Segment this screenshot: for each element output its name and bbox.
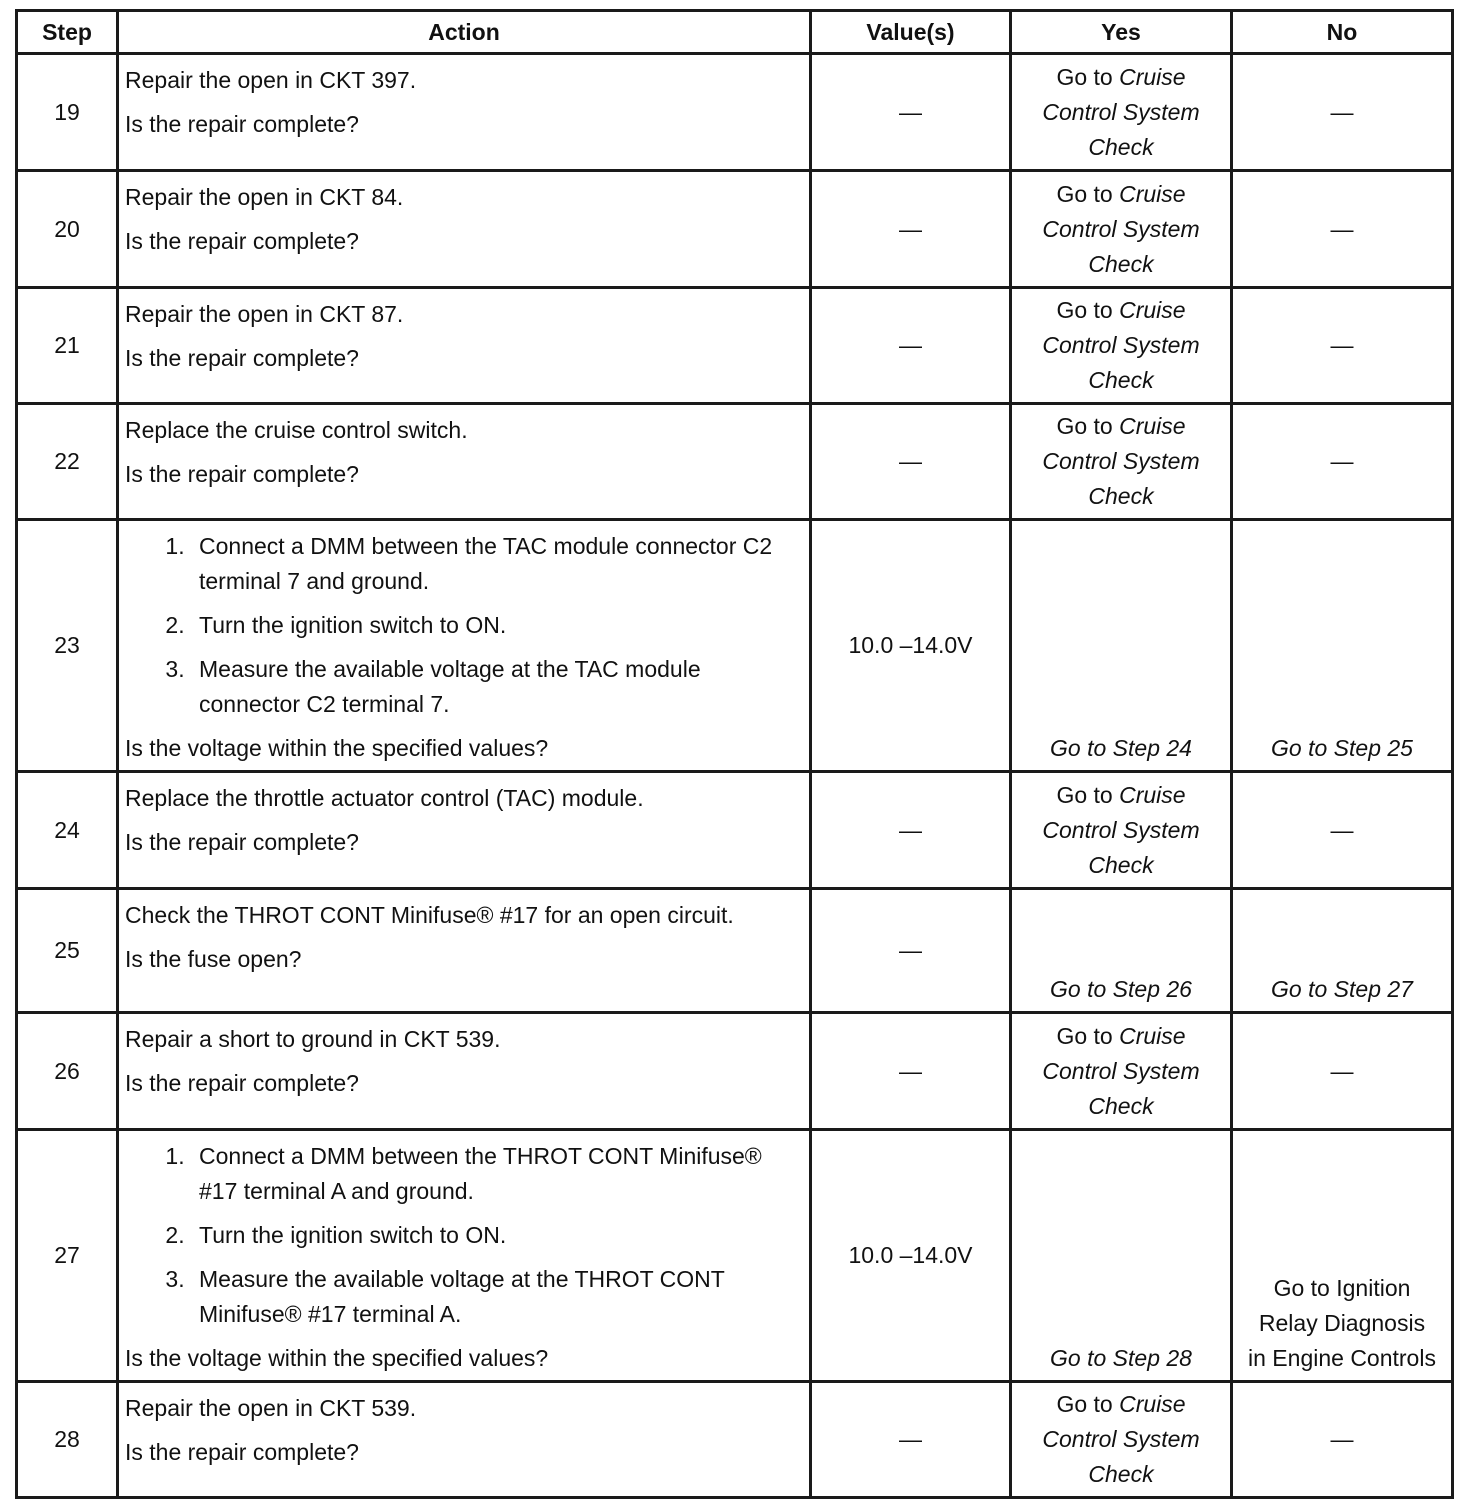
- yes-control-system: Control System: [1042, 332, 1200, 358]
- action-cell: [118, 520, 811, 772]
- yes-check: Check: [1088, 851, 1154, 878]
- yes-check: Check: [1088, 1461, 1154, 1487]
- action-text: Replace the cruise control switch.: [125, 417, 468, 443]
- yes-go-to: Go to: [1056, 297, 1113, 323]
- action-step-item: 3. Measure the available voltage at the TAC module connector C2 terminal 7.: [191, 652, 801, 722]
- yes-cruise: Cruise: [1119, 1022, 1186, 1049]
- yes-cruise: Cruise: [1119, 180, 1186, 207]
- step-number: 19: [17, 54, 118, 171]
- step-number: 28: [17, 1382, 118, 1498]
- yes-cruise: Cruise: [1119, 1391, 1186, 1417]
- table-row: [17, 1382, 1453, 1498]
- no-cell: —: [1232, 1382, 1453, 1498]
- step-number: 22: [17, 404, 118, 520]
- yes-control-system: Control System: [1042, 448, 1200, 474]
- yes-control-system: Control System: [1042, 816, 1200, 843]
- action-question: Is the voltage within the specified values?: [125, 1345, 549, 1371]
- action-cell: [118, 54, 811, 171]
- yes-check: Check: [1088, 367, 1154, 393]
- action-text: Repair a short to ground in CKT 539.: [125, 1026, 501, 1052]
- value-cell: —: [811, 404, 1011, 520]
- table-row: [17, 889, 1453, 1013]
- no-cell: —: [1232, 404, 1453, 520]
- no-cell: Go to Ignition Relay Diagnosis in Engine Controls: [1232, 1130, 1453, 1382]
- step-number: 21: [17, 288, 118, 404]
- yes-cell: [1011, 171, 1232, 288]
- action-cell: [118, 1382, 811, 1498]
- action-step-item: 2. Turn the ignition switch to ON.: [191, 1218, 801, 1253]
- diagnostic-table: [15, 9, 1454, 1499]
- action-text: Repair the open in CKT 539.: [125, 1395, 417, 1421]
- action-step-item: 1. Connect a DMM between the TAC module connector C2 terminal 7 and ground.: [191, 529, 801, 599]
- action-cell: [118, 772, 811, 889]
- action-steps: [125, 1139, 801, 1332]
- yes-cruise: Cruise: [1119, 413, 1186, 439]
- step-number: 27: [17, 1130, 118, 1382]
- yes-go-to: Go to: [1056, 781, 1113, 808]
- yes-cell: [1011, 1013, 1232, 1130]
- action-text: Replace the throttle actuator control (TAC) module.: [125, 785, 644, 811]
- no-cell: Go to Step 25: [1232, 520, 1453, 772]
- value-cell: 10.0 –14.0V: [811, 1130, 1011, 1382]
- no-cell: —: [1232, 54, 1453, 171]
- yes-cell: Go to Step 28: [1011, 1130, 1232, 1382]
- action-text: Repair the open in CKT 87.: [125, 301, 404, 327]
- table-row: [17, 404, 1453, 520]
- yes-control-system: Control System: [1042, 1057, 1200, 1084]
- yes-control-system: Control System: [1042, 1426, 1200, 1452]
- table-row: [17, 772, 1453, 889]
- action-step-item: 1. Connect a DMM between the THROT CONT Minifuse® #17 terminal A and ground.: [191, 1139, 801, 1209]
- table-row: [17, 288, 1453, 404]
- action-question: Is the repair complete?: [125, 228, 359, 254]
- no-cell: —: [1232, 171, 1453, 288]
- yes-check: Check: [1088, 133, 1154, 160]
- header-no: No: [1232, 11, 1453, 54]
- yes-cell: Go to Step 24: [1011, 520, 1232, 772]
- action-question: Is the repair complete?: [125, 1439, 359, 1465]
- action-text: Repair the open in CKT 84.: [125, 184, 404, 210]
- header-row: [17, 11, 1453, 54]
- yes-control-system: Control System: [1042, 215, 1200, 242]
- no-cell: Go to Step 27: [1232, 889, 1453, 1013]
- yes-check: Check: [1088, 1092, 1154, 1119]
- yes-go-to: Go to: [1056, 1391, 1113, 1417]
- table-row: [17, 171, 1453, 288]
- value-cell: —: [811, 171, 1011, 288]
- yes-check: Check: [1088, 483, 1154, 509]
- yes-go-to: Go to: [1056, 180, 1113, 207]
- value-cell: —: [811, 288, 1011, 404]
- action-text: Repair the open in CKT 397.: [125, 67, 417, 93]
- value-cell: —: [811, 1013, 1011, 1130]
- yes-cell: [1011, 404, 1232, 520]
- yes-go-to: Go to: [1056, 1022, 1113, 1049]
- no-cell: —: [1232, 288, 1453, 404]
- action-question: Is the fuse open?: [125, 946, 302, 972]
- step-number: 26: [17, 1013, 118, 1130]
- action-question: Is the repair complete?: [125, 1070, 359, 1096]
- header-yes: Yes: [1011, 11, 1232, 54]
- step-number: 25: [17, 889, 118, 1013]
- value-cell: —: [811, 889, 1011, 1013]
- table-row: [17, 1013, 1453, 1130]
- action-question: Is the voltage within the specified values?: [125, 735, 549, 761]
- yes-cell: [1011, 288, 1232, 404]
- action-cell: [118, 1130, 811, 1382]
- action-cell: [118, 889, 811, 1013]
- action-step-item: 2. Turn the ignition switch to ON.: [191, 608, 801, 643]
- yes-cruise: Cruise: [1119, 63, 1186, 90]
- action-text: Check the THROT CONT Minifuse® #17 for an open circuit.: [125, 902, 734, 928]
- action-cell: [118, 171, 811, 288]
- action-question: Is the repair complete?: [125, 345, 359, 371]
- table-row: [17, 54, 1453, 171]
- no-cell: —: [1232, 1013, 1453, 1130]
- step-number: 20: [17, 171, 118, 288]
- action-cell: [118, 288, 811, 404]
- value-cell: —: [811, 54, 1011, 171]
- action-question: Is the repair complete?: [125, 111, 359, 137]
- action-step-item: 3. Measure the available voltage at the THROT CONT Minifuse® #17 terminal A.: [191, 1262, 801, 1332]
- yes-cell: [1011, 54, 1232, 171]
- yes-cell: [1011, 772, 1232, 889]
- header-step: Step: [17, 11, 118, 54]
- action-question: Is the repair complete?: [125, 829, 359, 855]
- value-cell: —: [811, 1382, 1011, 1498]
- yes-cruise: Cruise: [1119, 781, 1186, 808]
- action-cell: [118, 1013, 811, 1130]
- yes-cell: [1011, 1382, 1232, 1498]
- table-row: [17, 520, 1453, 772]
- yes-control-system: Control System: [1042, 98, 1200, 125]
- header-action: Action: [118, 11, 811, 54]
- yes-go-to: Go to: [1056, 413, 1113, 439]
- action-question: Is the repair complete?: [125, 461, 359, 487]
- action-steps: [125, 529, 801, 722]
- header-values: Value(s): [811, 11, 1011, 54]
- step-number: 24: [17, 772, 118, 889]
- yes-go-to: Go to: [1056, 63, 1113, 90]
- value-cell: —: [811, 772, 1011, 889]
- yes-cell: Go to Step 26: [1011, 889, 1232, 1013]
- no-cell: —: [1232, 772, 1453, 889]
- action-cell: [118, 404, 811, 520]
- yes-cruise: Cruise: [1119, 297, 1186, 323]
- value-cell: 10.0 –14.0V: [811, 520, 1011, 772]
- yes-check: Check: [1088, 250, 1154, 277]
- table-row: [17, 1130, 1453, 1382]
- step-number: 23: [17, 520, 118, 772]
